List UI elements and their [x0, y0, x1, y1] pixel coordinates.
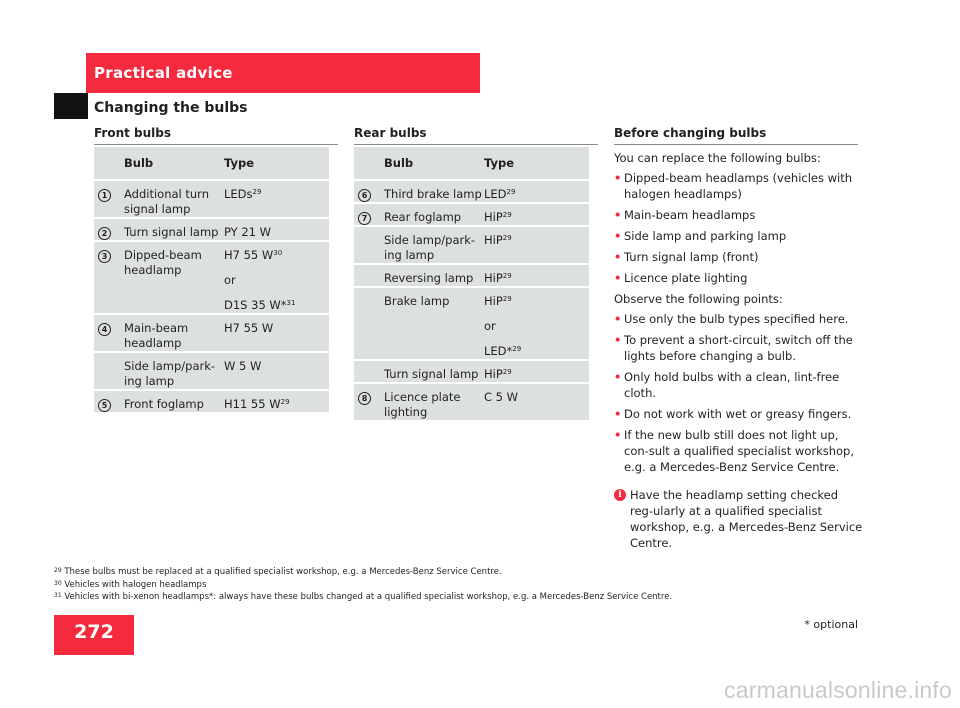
- bulb-type: W 5 W: [224, 359, 262, 373]
- table-row: [94, 219, 329, 240]
- bulb-name: Reversing lamp: [384, 271, 474, 285]
- table-row: [354, 181, 589, 202]
- bullet-icon: •: [614, 312, 622, 326]
- bulb-type: H7 55 W: [224, 248, 274, 262]
- footnote: [54, 591, 672, 604]
- list-item: [614, 207, 864, 223]
- row-number-cell: [354, 204, 384, 225]
- bulb-type-cell: [224, 315, 329, 351]
- list-item-text: Do not work with wet or greasy fingers.: [624, 407, 852, 421]
- footnote-ref: 31: [286, 299, 296, 307]
- row-number-cell: [94, 315, 124, 351]
- footnote-ref: 30: [273, 249, 283, 257]
- row-number-cell: [354, 384, 384, 420]
- bulb-name: Rear foglamp: [384, 210, 462, 224]
- table-row: [354, 227, 589, 263]
- bulb-type-cell: [484, 265, 589, 286]
- list-item-text: Only hold bulbs with a clean, lint-free cloth.: [624, 370, 840, 400]
- bulb-type-cell: [484, 181, 589, 202]
- bulb-name-cell: [384, 288, 484, 359]
- bulb-name-cell: [124, 353, 224, 389]
- bullet-icon: •: [614, 208, 622, 222]
- bulb-name-cell: [384, 227, 484, 263]
- bulb-type-or: or: [224, 273, 236, 287]
- bulb-type: H7 55 W: [224, 321, 274, 335]
- bullet-icon: •: [614, 428, 622, 442]
- bulb-type-cell: [224, 181, 329, 217]
- table-row: [94, 242, 329, 313]
- table-row: [94, 391, 329, 412]
- bulb-type-alt-text: LED*: [484, 344, 513, 358]
- chapter-title: Changing the bulbs: [94, 100, 248, 116]
- bulb-name-cell: [384, 384, 484, 420]
- bulb-type: PY 21 W: [224, 225, 272, 239]
- bulb-type: LED: [484, 187, 507, 201]
- list-item-text: If the new bulb still does not light up, con-sult a qualified specialist workshop, e.g. a Mercedes-Benz Service Centre.: [624, 428, 855, 474]
- footnote-number: 31: [54, 592, 62, 599]
- circled-number: 7: [358, 212, 371, 225]
- bullet-icon: •: [614, 370, 622, 384]
- bulb-name: Turn signal lamp: [124, 225, 219, 239]
- bulb-name: Front foglamp: [124, 397, 204, 411]
- optional-note: * optional: [804, 618, 858, 631]
- row-number-cell: [94, 391, 124, 412]
- bulb-type-cell: [484, 204, 589, 225]
- list-item: [614, 311, 864, 327]
- list-item-text: Side lamp and parking lamp: [624, 229, 787, 243]
- bulb-name: Dipped-beam headlamp: [124, 248, 202, 277]
- bulb-name-cell: [384, 204, 484, 225]
- bulb-name-cell: [124, 219, 224, 240]
- bulb-type: HiP: [484, 367, 503, 381]
- watermark: carmanualsonline.info: [724, 677, 952, 703]
- bulb-type: LEDs: [224, 187, 253, 201]
- footnote: [54, 579, 672, 592]
- bulb-type: C 5 W: [484, 390, 519, 404]
- column-header-bulb: Bulb: [384, 147, 484, 179]
- circled-number: 1: [98, 189, 111, 202]
- list-item: [614, 332, 864, 364]
- observe-intro: Observe the following points:: [614, 292, 783, 306]
- table-row: [354, 361, 589, 382]
- info-note-text: Have the headlamp setting checked reg-ularly at a qualified specialist workshop, e.g. a Mercedes-Benz Service Centre.: [630, 488, 863, 550]
- bulb-name: Side lamp/park-ing lamp: [384, 233, 476, 262]
- list-item-text: Licence plate lighting: [624, 271, 748, 285]
- bulb-name: Brake lamp: [384, 294, 450, 308]
- bulb-type-cell: [224, 391, 329, 412]
- bulb-name-cell: [124, 391, 224, 412]
- bulb-name-cell: [124, 181, 224, 217]
- list-item-text: Dipped-beam headlamps (vehicles with halogen headlamps): [624, 171, 853, 201]
- circled-number: 5: [98, 399, 111, 412]
- row-number-cell: [94, 219, 124, 240]
- bulb-name-cell: [124, 315, 224, 351]
- footnotes: [54, 566, 672, 604]
- bulb-name: Side lamp/park-ing lamp: [124, 359, 216, 388]
- replaceable-intro: You can replace the following bulbs:: [614, 151, 821, 165]
- footnote-ref: 29: [502, 295, 512, 303]
- bulb-type-or: or: [484, 319, 496, 333]
- circled-number: 4: [98, 323, 111, 336]
- bulb-type: HiP: [484, 233, 503, 247]
- list-item: [614, 249, 864, 265]
- bulb-type-alt: [224, 298, 329, 313]
- footnote-text: Vehicles with bi-xenon headlamps*: always have these bulbs changed at a qualified specialist workshop, e.g. a Mercedes-Benz Service Centre.: [64, 592, 673, 602]
- list-item-text: Main-beam headlamps: [624, 208, 756, 222]
- list-item-text: To prevent a short-circuit, switch off the lights before changing a bulb.: [624, 333, 853, 363]
- footnote-ref: 29: [252, 188, 262, 196]
- rear-bulbs-heading: Rear bulbs: [354, 126, 427, 140]
- table-header-row: [354, 147, 589, 179]
- bulb-name-cell: [384, 181, 484, 202]
- before-changing-section: [614, 150, 864, 551]
- bulb-type-cell: [224, 219, 329, 240]
- bulb-type: HiP: [484, 294, 503, 308]
- column-header-type: Type: [484, 147, 589, 179]
- section-title: Practical advice: [94, 64, 233, 82]
- info-icon: i: [614, 489, 626, 501]
- bulb-type-cell: [224, 353, 329, 389]
- bulb-name: Additional turn signal lamp: [124, 187, 209, 216]
- bullet-icon: •: [614, 271, 622, 285]
- table-row: [354, 288, 589, 359]
- table-row: [94, 181, 329, 217]
- bulb-type: HiP: [484, 271, 503, 285]
- list-item: [614, 228, 864, 244]
- circled-number: 2: [98, 227, 111, 240]
- list-item-text: Turn signal lamp (front): [624, 250, 759, 264]
- row-number-cell: [94, 181, 124, 217]
- bulb-type-cell: [484, 288, 589, 359]
- before-heading-rule: [614, 144, 858, 145]
- footnote-text: These bulbs must be replaced at a qualified specialist workshop, e.g. a Mercedes-Benz Service Centre.: [64, 567, 502, 577]
- list-item: [614, 270, 864, 286]
- circled-number: 3: [98, 250, 111, 263]
- footnote-ref: 29: [502, 234, 512, 242]
- footnote-ref: 29: [506, 188, 516, 196]
- bulb-type-alt: [484, 344, 589, 359]
- bulb-type-cell: [224, 242, 329, 313]
- table-row: [94, 353, 329, 389]
- bullet-icon: •: [614, 250, 622, 264]
- table-header-row: [94, 147, 329, 179]
- footnote-ref: 29: [280, 398, 290, 406]
- footnote-ref: 29: [502, 211, 512, 219]
- row-number-cell: [354, 288, 384, 359]
- footnote: [54, 566, 672, 579]
- list-item-text: Use only the bulb types specified here.: [624, 312, 849, 326]
- column-header-type: Type: [224, 147, 329, 179]
- bulb-name-cell: [384, 265, 484, 286]
- column-header-bulb: Bulb: [124, 147, 224, 179]
- circled-number: 8: [358, 392, 371, 405]
- bulb-type-cell: [484, 227, 589, 263]
- bullet-icon: •: [614, 229, 622, 243]
- circled-number: 6: [358, 189, 371, 202]
- bullet-icon: •: [614, 407, 622, 421]
- row-number-cell: [94, 353, 124, 389]
- bulb-name-cell: [124, 242, 224, 313]
- footnote-ref: 29: [502, 368, 512, 376]
- row-number-cell: [94, 242, 124, 313]
- rear-bulbs-table: [354, 145, 589, 422]
- front-bulbs-heading: Front bulbs: [94, 126, 172, 140]
- footnote-number: 29: [54, 567, 62, 574]
- row-number-cell: [354, 227, 384, 263]
- row-number-cell: [354, 361, 384, 382]
- bullet-icon: •: [614, 171, 622, 185]
- list-item: [614, 369, 864, 401]
- front-bulbs-table: [94, 145, 329, 414]
- list-item: [614, 170, 864, 202]
- table-row: [354, 384, 589, 420]
- bulb-name: Main-beam headlamp: [124, 321, 189, 350]
- bulb-name: Third brake lamp: [384, 187, 482, 201]
- footnote-number: 30: [54, 579, 62, 587]
- replaceable-bulb-list: [614, 170, 864, 286]
- chapter-tab-marker: [54, 93, 88, 119]
- footnote-ref: 29: [512, 345, 522, 353]
- info-note: [614, 487, 864, 551]
- observe-point-list: [614, 311, 864, 475]
- list-item: [614, 406, 864, 422]
- table-row: [94, 315, 329, 351]
- bulb-type-alt-text: D1S 35 W*: [224, 298, 287, 312]
- table-row: [354, 204, 589, 225]
- footnote-ref: 29: [502, 272, 512, 280]
- row-number-cell: [354, 265, 384, 286]
- bulb-type-cell: [484, 361, 589, 382]
- bulb-type-cell: [484, 384, 589, 420]
- bullet-icon: •: [614, 333, 622, 347]
- bulb-name: Turn signal lamp: [384, 367, 479, 381]
- bulb-type: H11 55 W: [224, 397, 281, 411]
- bulb-name-cell: [384, 361, 484, 382]
- table-row: [354, 265, 589, 286]
- page-number: 272: [74, 621, 114, 643]
- list-item: [614, 427, 864, 475]
- bulb-name: Licence plate lighting: [384, 390, 461, 419]
- row-number-cell: [354, 181, 384, 202]
- bulb-type: HiP: [484, 210, 503, 224]
- footnote-text: Vehicles with halogen headlamps: [64, 579, 207, 590]
- before-changing-heading: Before changing bulbs: [614, 126, 767, 140]
